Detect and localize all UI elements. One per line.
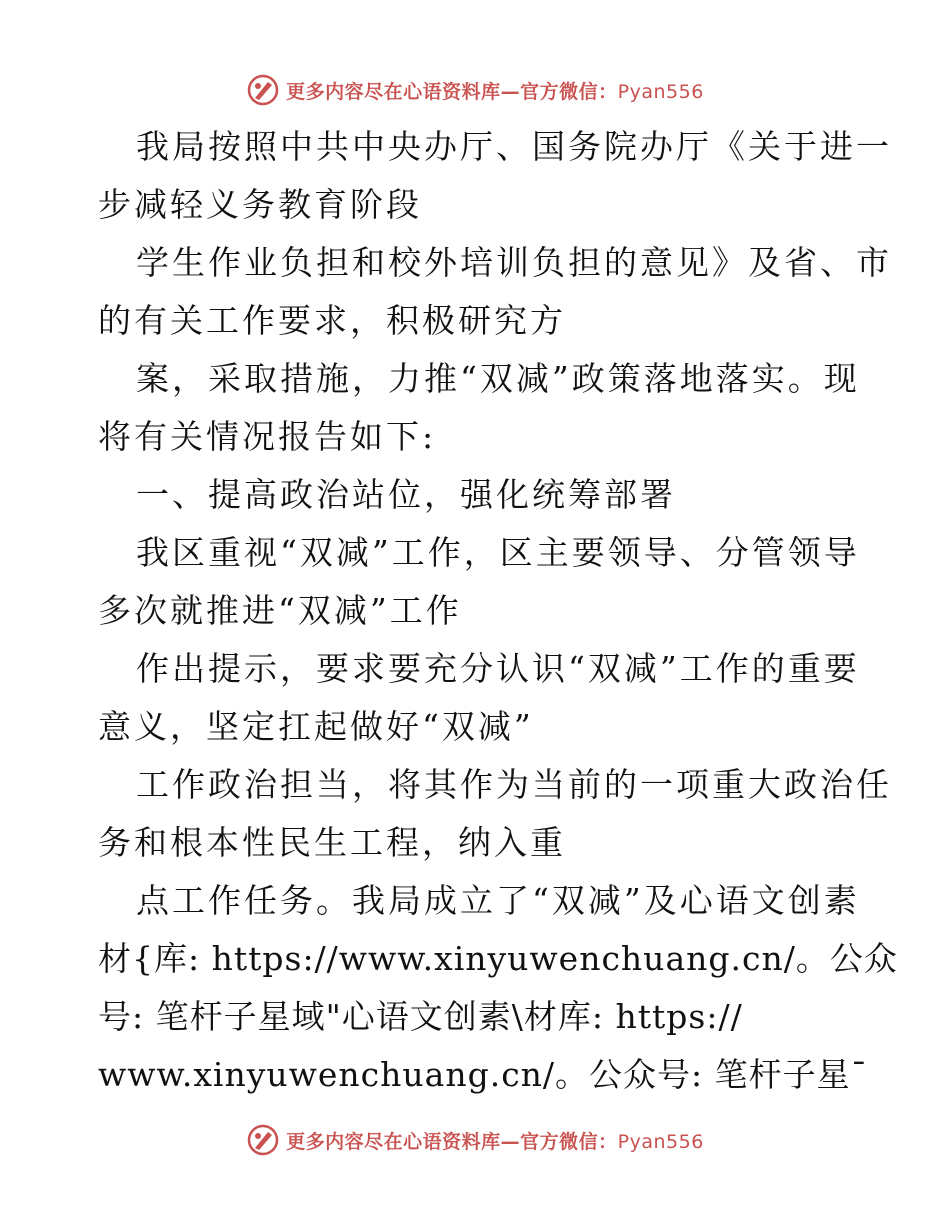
header-watermark — [0, 70, 950, 110]
paragraph-line: 务和根本性民生工程，纳入重 — [98, 823, 566, 862]
footer-watermark — [0, 1120, 950, 1160]
paragraph-line: 工作政治担当，将其作为当前的一项重大政治任 — [136, 765, 892, 804]
paragraph-line: 我局按照中共中央办厅、国务院办厅《关于进一 — [136, 127, 892, 166]
paragraph-line: 案，采取措施，力推“双减”政策落地落实。现 — [136, 359, 860, 398]
document-body — [98, 118, 898, 1104]
paragraph-line: 作出提示，要求要充分认识“双减”工作的重要 — [136, 649, 860, 688]
paragraph-line: 的有关工作要求，积极研究方 — [98, 301, 566, 340]
paragraph-line: 材{库: https://www.xinyuwenchuang.cn/。公众 — [98, 939, 898, 978]
paragraph-line: 多次就推进“双减”工作 — [98, 591, 462, 630]
watermark-text: 更多内容尽在心语资料库—官方微信：Pyan556 — [286, 80, 704, 103]
watermark-text: 更多内容尽在心语资料库—官方微信：Pyan556 — [286, 1130, 704, 1153]
paragraph-line: www.xinyuwenchuang.cn/。公众号: 笔杆子星¯ — [98, 1055, 869, 1094]
paragraph-line: 将有关情况报告如下: — [98, 417, 437, 456]
section-heading: 一、提高政治站位，强化统筹部署 — [136, 475, 676, 514]
paragraph-line: 点工作任务。我局成立了“双减”及心语文创素 — [136, 881, 860, 920]
paragraph-line: 学生作业负担和校外培训负担的意见》及省、市 — [136, 243, 892, 282]
quill-logo-icon — [246, 73, 280, 107]
paragraph-line: 号: 笔杆子星域"心语文创素\材库: https:// — [98, 997, 743, 1036]
paragraph-line: 步减轻义务教育阶段 — [98, 185, 422, 224]
quill-logo-icon — [246, 1123, 280, 1157]
paragraph-line: 意义，坚定扛起做好“双减” — [98, 707, 534, 746]
paragraph-line: 我区重视“双减”工作，区主要领导、分管领导 — [136, 533, 860, 572]
